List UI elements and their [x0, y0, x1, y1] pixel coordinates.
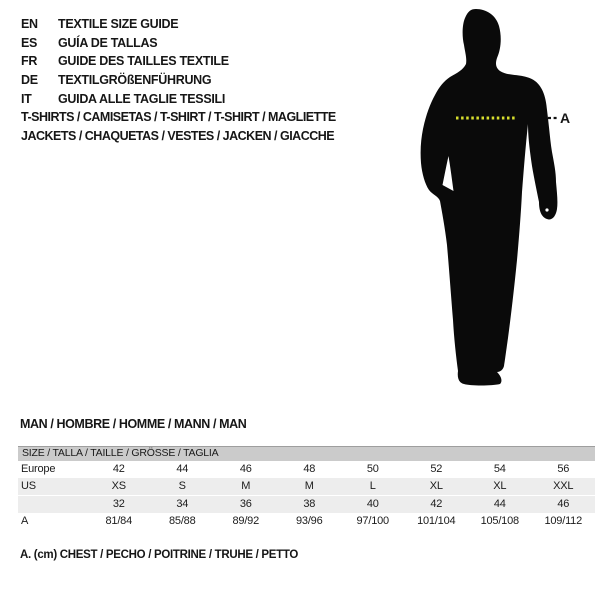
size-row-label — [18, 495, 87, 513]
size-table-header: SIZE / TALLA / TAILLE / GRÖSSE / TAGLIA — [18, 446, 595, 461]
size-cell: 44 — [493, 497, 506, 510]
language-row — [21, 15, 229, 34]
size-cell: 38 — [303, 497, 316, 510]
size-cell: 89/92 — [232, 514, 260, 527]
table-row-europe — [18, 461, 595, 478]
section-title-man: MAN / HOMBRE / HOMME / MANN / MAN — [20, 417, 247, 431]
size-cell: 56 — [557, 462, 570, 475]
size-row-label: US — [21, 479, 36, 492]
size-cell: XXL — [553, 479, 574, 492]
size-cell: 46 — [239, 462, 252, 475]
man-silhouette — [421, 9, 558, 386]
table-row-us — [18, 478, 595, 496]
size-cell: 81/84 — [105, 514, 133, 527]
size-cell: XL — [429, 479, 443, 492]
language-label: GUÍA DE TALLAS — [58, 35, 158, 50]
size-cell: 44 — [176, 462, 189, 475]
language-list — [21, 15, 229, 109]
size-cell: 85/88 — [168, 514, 196, 527]
size-cell: 109/112 — [544, 514, 583, 527]
language-row — [21, 34, 229, 53]
size-cell: 46 — [557, 497, 570, 510]
language-row — [21, 71, 229, 90]
measurement-footnote: A. (cm) CHEST / PECHO / POITRINE / TRUHE / PETTO — [20, 549, 299, 561]
category-list — [21, 108, 336, 145]
category-jackets: JACKETS / CHAQUETAS / VESTES / JACKEN / GIACCHE — [21, 128, 335, 143]
size-cell: 42 — [430, 497, 443, 510]
language-label: GUIDE DES TAILLES TEXTILE — [58, 54, 229, 69]
language-code: DE — [21, 73, 38, 88]
size-table — [18, 446, 595, 530]
size-row-label: Europe — [21, 462, 56, 475]
size-cell: 50 — [366, 462, 379, 475]
size-cell: 48 — [303, 462, 316, 475]
size-cell: 34 — [176, 497, 189, 510]
size-cell: L — [369, 479, 376, 492]
size-cell: XS — [111, 479, 126, 492]
size-cell: 42 — [112, 462, 125, 475]
size-cell: 101/104 — [417, 514, 456, 527]
size-cell: 36 — [239, 497, 252, 510]
size-cell: S — [178, 479, 186, 492]
language-code: IT — [21, 91, 32, 106]
right-hand-highlight — [545, 208, 548, 211]
language-row — [21, 52, 229, 71]
language-row — [21, 90, 229, 109]
language-code: FR — [21, 54, 38, 69]
size-cell: 105/108 — [480, 514, 519, 527]
left-arm-gap — [443, 156, 454, 191]
language-label: TEXTILGRÖßENFÜHRUNG — [58, 73, 212, 88]
table-row-numeric — [18, 495, 595, 513]
size-cell: 54 — [493, 462, 506, 475]
size-cell: 52 — [430, 462, 443, 475]
table-row-chest-a — [18, 513, 595, 530]
language-code: ES — [21, 35, 38, 50]
size-row-label: A — [21, 514, 29, 527]
size-cell: M — [241, 479, 251, 492]
size-cell: 97/100 — [356, 514, 389, 527]
size-cell: M — [304, 479, 314, 492]
language-label: GUIDA ALLE TAGLIE TESSILI — [58, 91, 226, 106]
size-cell: 32 — [112, 497, 125, 510]
size-cell: 93/96 — [295, 514, 323, 527]
size-cell: 40 — [366, 497, 379, 510]
size-cell: XL — [493, 479, 507, 492]
category-tshirts: T-SHIRTS / CAMISETAS / T-SHIRT / T-SHIRT / MAGLIETTE — [21, 110, 336, 124]
measure-label-a: A — [560, 110, 571, 126]
language-code: EN — [21, 17, 38, 31]
language-label: TEXTILE SIZE GUIDE — [58, 17, 179, 31]
